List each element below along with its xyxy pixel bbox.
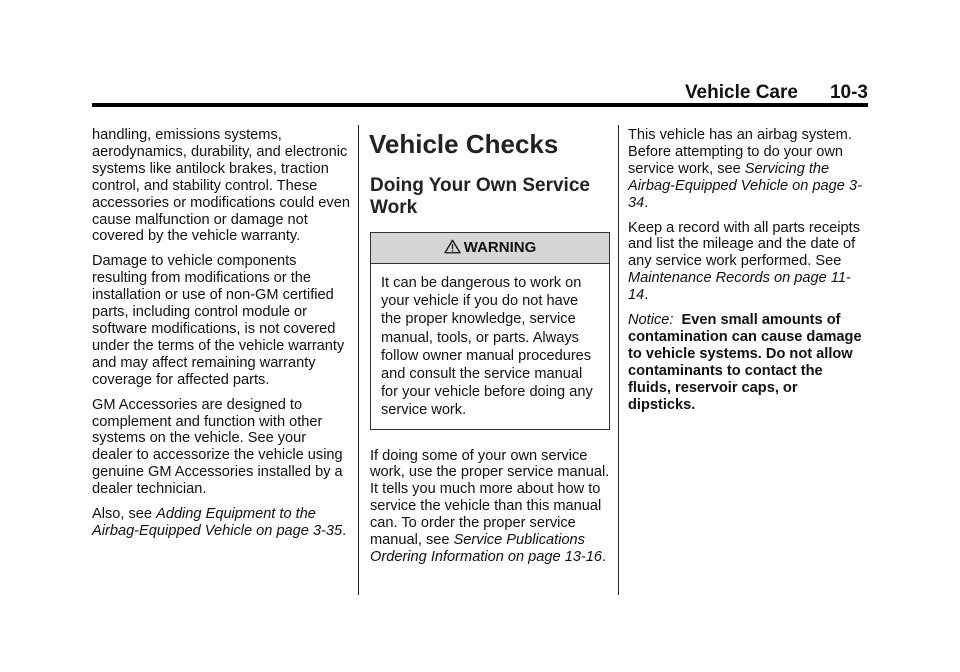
text: . — [644, 194, 649, 211]
paragraph: GM Accessories are designed to complement and function with other systems on the vehicle. See your dealer to accessorize the vehicle using genuine GM Accessories installed by a dealer technician. — [92, 396, 343, 498]
warning-header — [371, 233, 609, 264]
warning-box — [370, 232, 610, 430]
column-middle — [370, 127, 610, 574]
column-left — [92, 127, 350, 548]
cross-reference-link[interactable]: Adding Equipment to the Airbag-Equipped Vehicle on page 3-35 — [92, 506, 343, 539]
column-divider — [358, 125, 359, 595]
paragraph — [370, 448, 610, 566]
warning-triangle-icon — [444, 239, 461, 254]
text: Keep a record with all parts receipts and list the mileage and the date of any service work performed. See — [628, 219, 860, 270]
notice-label: Notice: — [628, 312, 674, 329]
text: . — [342, 522, 347, 539]
warning-title: WARNING — [463, 239, 537, 256]
cross-reference-link[interactable]: Servicing the Airbag-Equipped Vehicle on page 3-34 — [628, 160, 862, 211]
paragraph — [628, 220, 868, 305]
text: . — [602, 548, 607, 565]
paragraph — [92, 506, 350, 540]
text: This vehicle has an airbag system. Before attempting to do your own service work, see — [628, 127, 852, 177]
text: Also, see — [92, 506, 157, 523]
section-heading: Vehicle Checks — [369, 129, 559, 159]
paragraph: handling, emissions systems, aerodynamics, durability, and electronic systems like antilock brakes, traction control, and stability control. These accessories or modifications could even cause malfunction or damage not covered by the vehicle warranty. — [92, 127, 350, 245]
notice-paragraph — [628, 312, 868, 413]
header-rule — [92, 103, 868, 107]
warning-text: It can be dangerous to work on your vehicle if you do not have the proper knowledge, service manual, tools, or parts. Always follow owner manual procedures and consult the service manual for your vehicle before doing any service work. — [381, 274, 593, 419]
cross-reference-link[interactable]: Service Publications Ordering Information on page 13-16 — [370, 532, 603, 565]
cross-reference-link[interactable]: Maintenance Records on page 11-14 — [628, 270, 851, 304]
section-title: Vehicle Care — [684, 82, 798, 103]
paragraph: Damage to vehicle components resulting from modifications or the installation or use of non-GM certified parts, including control module or software modifications, is not covered under the terms of the vehicle warranty and may affect remaining warranty coverage for affected parts. — [92, 253, 345, 388]
text: If doing some of your own service work, use the proper service manual. It tells you much more about how to service the vehicle than this manual can. To order the proper service manual, see — [370, 447, 610, 549]
paragraph — [628, 127, 868, 212]
notice-text: Even small amounts of contamination can cause damage to vehicle systems. Do not allow contaminants to contact the fluids, reservoir caps, or dipsticks. — [628, 312, 862, 413]
column-divider — [618, 125, 619, 595]
page-header — [685, 82, 868, 104]
text: . — [644, 287, 649, 304]
column-right — [628, 127, 868, 422]
subsection-heading: Doing Your Own Service Work — [370, 175, 590, 218]
page-number: 10-3 — [829, 82, 868, 103]
